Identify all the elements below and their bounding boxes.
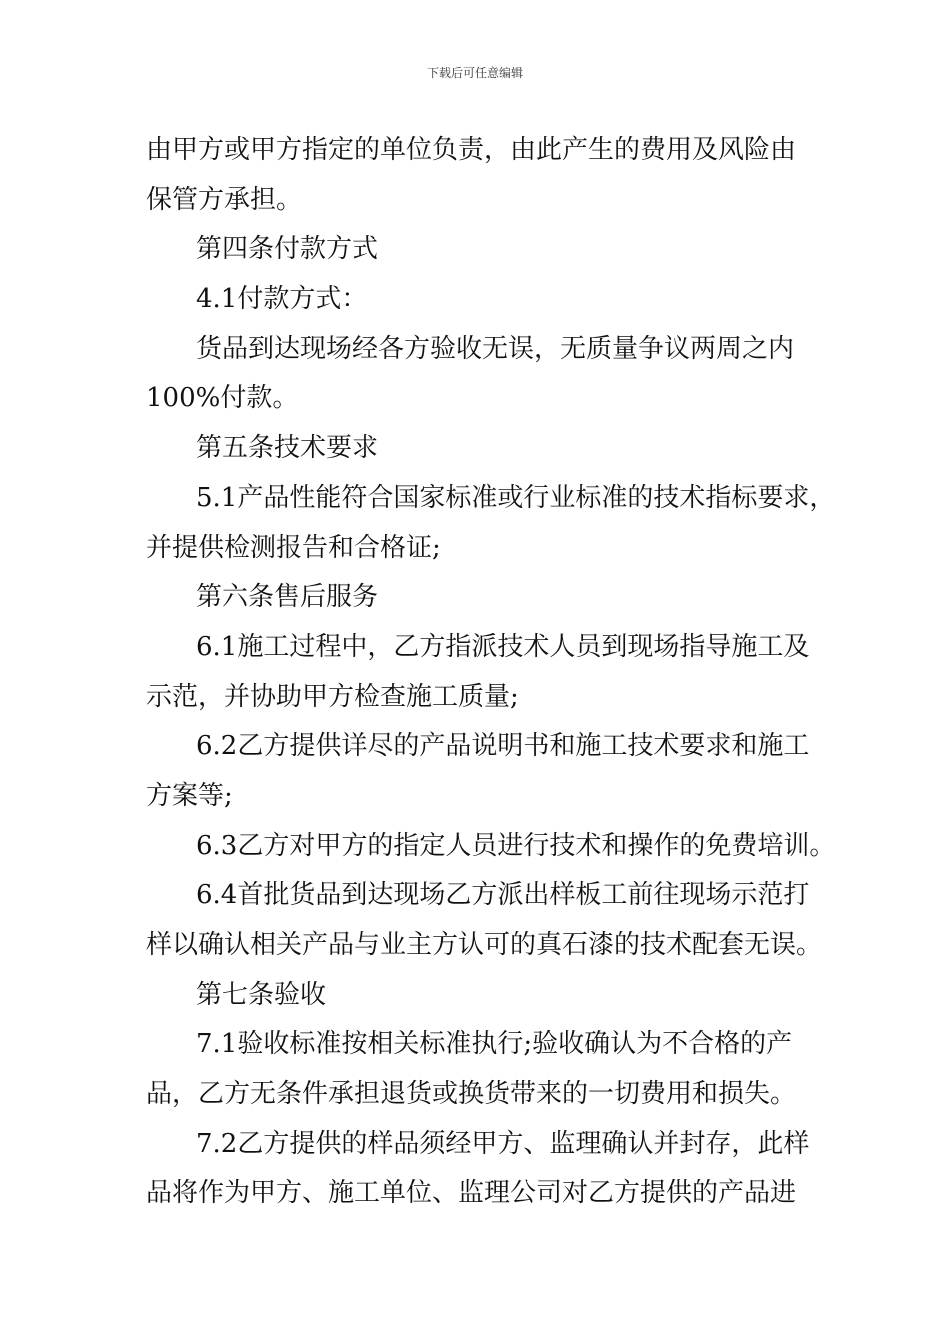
text-line: 方案等; bbox=[146, 780, 233, 811]
text-line: 保管方承担。 bbox=[146, 184, 303, 215]
text-line: 7.2乙方提供的样品须经甲方、监理确认并封存，此样 bbox=[196, 1128, 810, 1159]
text-line: 6.3乙方对甲方的指定人员进行技术和操作的免费培训。 bbox=[196, 830, 836, 861]
text-line: 6.2乙方提供详尽的产品说明书和施工技术要求和施工 bbox=[196, 731, 810, 762]
text-line: 4.1付款方式： bbox=[196, 284, 368, 315]
document-body bbox=[146, 126, 836, 1219]
text-line: 7.1验收标准按相关标准执行;验收确认为不合格的产 bbox=[196, 1029, 793, 1060]
page-header: 下载后可任意编辑 bbox=[426, 66, 523, 80]
text-line: 货品到达现场经各方验收无误，无质量争议两周之内 bbox=[196, 333, 795, 364]
text-line: 6.4首批货品到达现场乙方派出样板工前往现场示范打 bbox=[196, 880, 810, 911]
text-line: 6.1施工过程中，乙方指派技术人员到现场指导施工及 bbox=[196, 631, 810, 662]
section-heading: 第七条验收 bbox=[196, 979, 327, 1010]
text-line: 品，乙方无条件承担退货或换货带来的一切费用和损失。 bbox=[146, 1079, 797, 1110]
text-line: 样以确认相关产品与业主方认可的真石漆的技术配套无误。 bbox=[146, 930, 823, 960]
text-line: 示范，并协助甲方检查施工质量; bbox=[146, 681, 519, 712]
text-line: 5.1产品性能符合国家标准或行业标准的技术指标要求， bbox=[196, 482, 836, 513]
text-line: 并提供检测报告和合格证; bbox=[146, 532, 441, 563]
section-heading: 第四条付款方式 bbox=[196, 234, 379, 265]
text-line: 100%付款。 bbox=[146, 383, 299, 414]
text-line: 品将作为甲方、施工单位、监理公司对乙方提供的产品进 bbox=[146, 1178, 797, 1209]
text-line: 由甲方或甲方指定的单位负责，由此产生的费用及风险由 bbox=[146, 135, 797, 165]
section-heading: 第五条技术要求 bbox=[196, 433, 379, 464]
section-heading: 第六条售后服务 bbox=[196, 582, 379, 613]
